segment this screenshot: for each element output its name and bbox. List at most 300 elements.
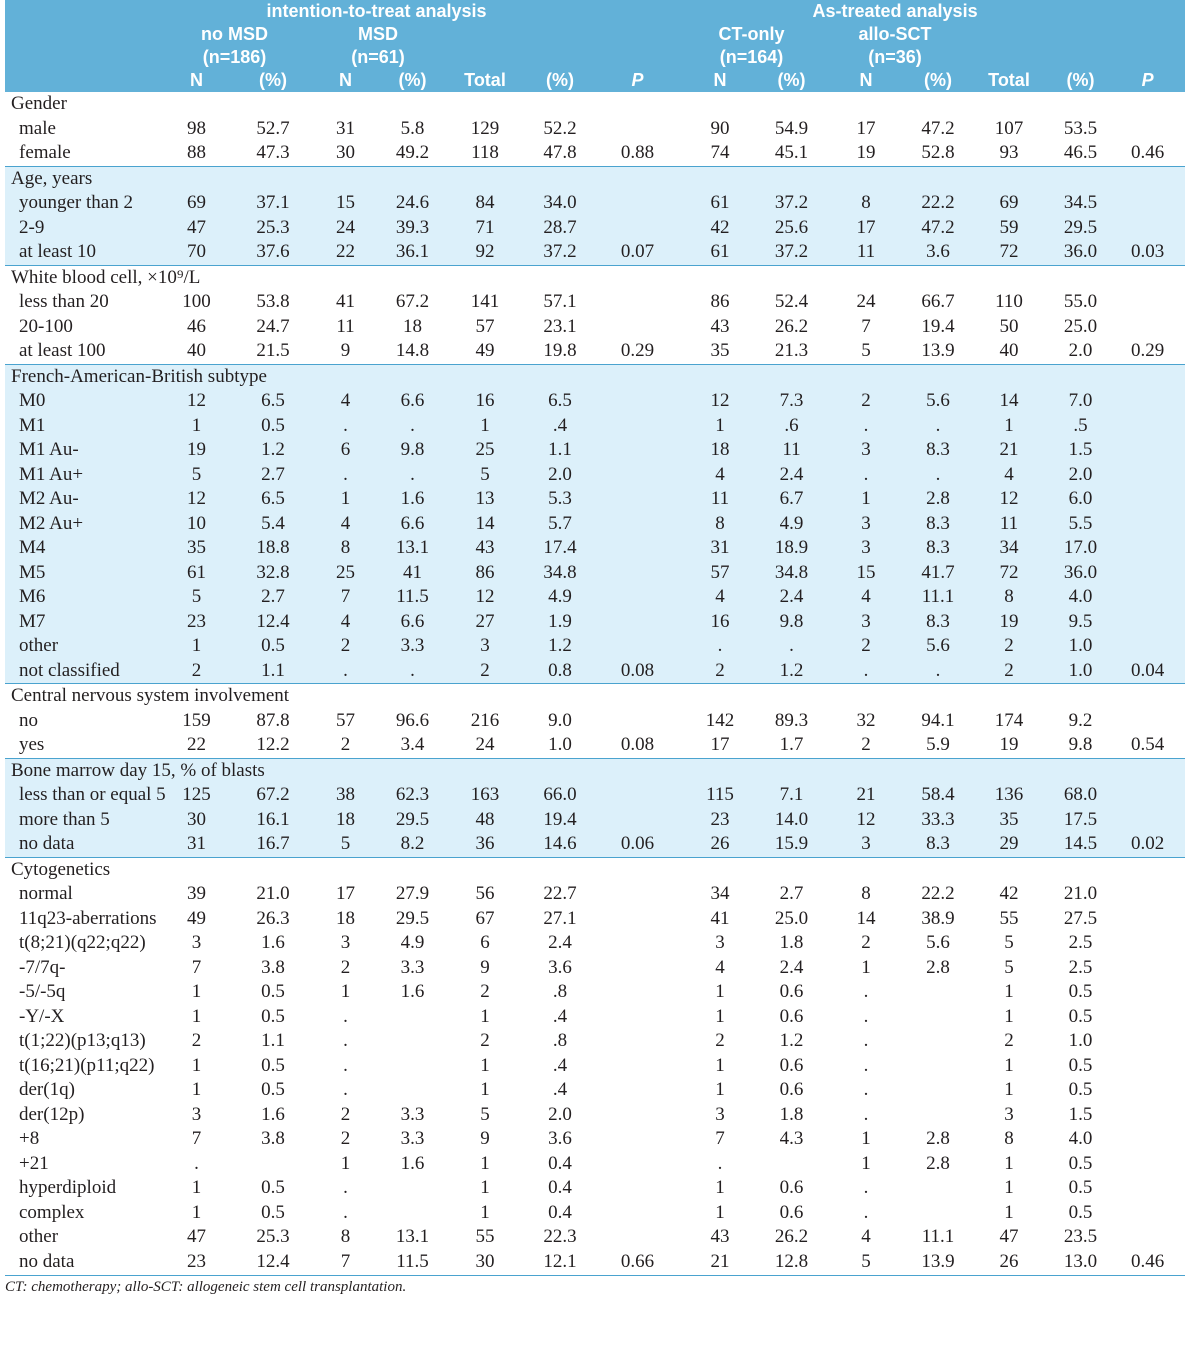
table-cell: 3.6 [548,1128,572,1149]
table-cell: 1.2 [525,634,595,659]
table-cell: 29.5 [380,808,445,833]
table-cell: 37.2 [760,191,823,216]
table-cell: 17.4 [525,536,595,561]
table-cell: 1.0 [548,734,572,755]
table-cell: 1 [311,487,380,512]
table-cell: 27.5 [1063,907,1098,929]
table-cell [595,191,680,216]
row-label: M5 [5,561,158,586]
table-cell: 4 [967,463,1051,488]
table-cell [1110,463,1185,488]
table-cell: 32 [856,709,876,731]
table-cell [595,389,680,414]
table-cell: 23.5 [1063,1226,1098,1247]
table-cell: 0.06 [595,832,680,857]
row-label: more than 5 [5,808,158,833]
table-row [5,389,1185,414]
section-title: Age, years [5,166,1185,191]
table-row [5,512,1185,537]
table-cell: 1 [480,1079,490,1100]
table-cell: .4 [552,1005,568,1027]
table-cell: 1 [480,1177,490,1198]
row-label: not classified [5,659,158,684]
table-cell: 9.8 [1068,734,1093,755]
table-cell: 14.5 [1051,832,1110,857]
table-cell: . [863,1079,869,1100]
table-cell: 72 [967,561,1051,586]
table-cell: 71 [445,216,525,241]
table-cell: 1.8 [779,1103,804,1125]
section-title-row [5,684,1185,709]
table-cell: 93 [999,142,1019,163]
table-cell: 5.9 [926,734,950,755]
table-cell: 41 [336,291,355,312]
table-cell: 7 [191,956,202,978]
table-cell: 8 [823,191,909,216]
table-cell: 27.1 [543,907,577,929]
table-cell: . [311,414,380,439]
table-cell: 13.9 [921,1250,955,1272]
table-cell: 11.5 [380,585,445,610]
table-cell: . [343,1079,348,1100]
row-label: M6 [5,585,158,610]
table-cell: 16.1 [235,808,311,833]
table-cell: 1.7 [779,734,804,755]
table-cell: 0.5 [235,414,311,439]
table-cell: 8.3 [909,832,967,857]
table-cell: 2.0 [525,463,595,488]
table-cell: 7 [340,1250,351,1272]
table-cell: 9.0 [548,709,572,731]
table-cell: 1 [191,981,202,1002]
table-cell: 1 [480,1201,490,1223]
table-cell: 26.2 [774,1226,809,1247]
table-cell: 27 [445,610,525,635]
table-cell: 24.6 [380,191,445,216]
row-label: +8 [19,1128,40,1149]
table-cell: 0.02 [1110,832,1185,857]
column-header: (%) [398,70,427,90]
bottom-rule [5,1275,1185,1276]
table-cell [595,783,680,808]
table-cell: 86 [445,561,525,586]
table-cell: . [863,981,869,1002]
table-cell: 38.9 [921,907,955,929]
table-row [5,733,1185,758]
table-cell: 4 [715,956,725,978]
table-cell: . [909,659,967,684]
table-cell: 4 [311,512,380,537]
row-label: der(1q) [19,1079,75,1100]
table-row [5,882,1185,907]
table-row [5,315,1185,340]
column-header: (%) [546,70,574,90]
table-cell [1110,290,1185,315]
table-row [5,585,1185,610]
table-cell: 3 [823,536,909,561]
table-cell: 0.5 [261,1005,285,1027]
table-cell: 33.3 [909,808,967,833]
table-cell: 22.2 [909,191,967,216]
table-cell: 24 [311,216,380,241]
table-cell: 0.5 [261,1201,285,1223]
table-cell: 53.8 [256,291,290,312]
table-cell: 12 [445,585,525,610]
table-cell [595,561,680,586]
table-cell: 34.0 [525,191,595,216]
table-cell: 29.5 [395,907,430,929]
table-cell: 7.0 [1051,389,1110,414]
table-cell: 1 [1004,1152,1014,1174]
table-cell: 1 [191,1177,202,1198]
table-section [5,265,1185,364]
table-cell: 1 [340,1152,351,1174]
table-cell: 5 [158,463,235,488]
table-cell: 0.5 [261,1054,285,1076]
table-cell: 6.0 [1051,487,1110,512]
table-cell: 1.1 [525,438,595,463]
table-cell: 47.2 [909,216,967,241]
table-cell [595,634,680,659]
table-cell [909,1029,967,1054]
table-cell: 72 [967,240,1051,265]
table-cell [1110,783,1185,808]
table-cell: 59 [967,216,1051,241]
table-cell: 5 [311,832,380,857]
table-cell: 25.3 [256,1226,290,1247]
section-title-row [5,758,1185,783]
table-cell: .6 [760,414,823,439]
table-cell: 4 [311,389,380,414]
table-cell [595,1152,680,1177]
table-cell: 1 [158,634,235,659]
table-cell: 8 [680,512,760,537]
table-cell: 11 [967,512,1051,537]
table-cell [595,956,680,981]
table-cell: 2 [823,389,909,414]
row-label: at least 100 [19,340,106,361]
table-cell: 8.3 [909,610,967,635]
table-cell: . [343,1201,348,1223]
table-cell: 110 [995,291,1023,312]
table-cell: 0.6 [779,1177,804,1198]
table-cell: 9 [480,1128,490,1149]
table-cell: 1.6 [261,932,285,953]
table-cell: 74 [710,142,730,163]
table-cell: 43 [445,536,525,561]
table-cell: 1 [1004,1201,1014,1223]
table-cell: 14.0 [760,808,823,833]
table-row [5,956,1185,981]
table-row [5,463,1185,488]
table-cell: 4 [861,1226,871,1247]
table-cell: 22 [187,734,206,755]
table-cell: 2.8 [926,1152,950,1174]
table-cell: 1.5 [1068,1103,1093,1125]
table-cell: . [909,463,967,488]
table-cell: 18.8 [235,536,311,561]
table-cell: 6.6 [380,389,445,414]
table-cell: 1.2 [235,438,311,463]
table-cell: 39.3 [380,216,445,241]
table-cell: 47.8 [543,142,577,163]
table-cell: . [343,1005,348,1027]
table-cell: 163 [445,783,525,808]
table-cell: 1 [967,414,1051,439]
table-cell: 38 [311,783,380,808]
table-cell: 2 [967,659,1051,684]
row-label: M1 Au+ [5,463,158,488]
table-cell [909,1103,967,1128]
table-cell: 0.07 [595,240,680,265]
table-cell [1110,1127,1185,1152]
table-cell [380,1201,445,1226]
table-cell: 2.0 [1068,340,1093,361]
table-cell: 24 [475,734,495,755]
table-cell: 52.2 [543,117,577,139]
table-cell: 8 [311,536,380,561]
table-cell: 4.9 [525,585,595,610]
table-cell: 8 [340,1226,351,1247]
table-cell [595,1054,680,1079]
table-row [5,561,1185,586]
table-cell [595,907,680,932]
table-cell: 0.03 [1110,240,1185,265]
table-cell [1110,1103,1185,1128]
table-cell: 16 [445,389,525,414]
table-cell: 22.2 [921,883,955,904]
table-cell: 34.5 [1051,191,1110,216]
table-cell: 21 [823,783,909,808]
table-cell [1110,956,1185,981]
table-cell [380,1054,445,1079]
table-cell: 1 [715,1079,725,1100]
table-cell: 12 [967,487,1051,512]
table-cell: 2.4 [760,585,823,610]
table-cell: 55 [999,907,1019,929]
row-label: t(8;21)(q22;q22) [19,932,146,953]
table-cell: 1.2 [760,659,823,684]
table-cell [1110,610,1185,635]
table-cell: . [311,659,380,684]
table-cell: 1.9 [525,610,595,635]
table-cell [1110,389,1185,414]
table-cell: 6.6 [380,512,445,537]
table-cell: 3 [191,1103,202,1125]
table-cell [595,1225,680,1250]
table-cell: 49 [475,340,495,361]
table-cell: 118 [471,142,499,163]
row-label: at least 10 [5,240,158,265]
table-cell [1110,512,1185,537]
table-cell: 19 [158,438,235,463]
table-cell: 0.6 [779,1005,804,1027]
row-label: M2 Au- [5,487,158,512]
table-row [5,1176,1185,1201]
table-cell: 15 [311,191,380,216]
table-cell: 3 [823,832,909,857]
table-cell: 3 [1004,1103,1014,1125]
table-row [5,1127,1185,1152]
column-header-row [5,69,1185,92]
table-row [5,980,1185,1005]
table-cell: 70 [158,240,235,265]
table-cell: 12 [680,389,760,414]
table-cell: 43 [710,1226,730,1247]
table-cell: .4 [552,1079,568,1100]
column-header: (%) [924,70,952,90]
table-cell [595,536,680,561]
table-cell: 9.8 [760,610,823,635]
table-cell: 1 [715,1005,725,1027]
table-row [5,610,1185,635]
table-cell [595,290,680,315]
table-cell: 66.7 [921,291,955,312]
table-cell [595,463,680,488]
table-cell: 1.1 [261,1030,285,1051]
table-cell: 9.5 [1051,610,1110,635]
table-cell: 47.2 [921,117,955,139]
table-cell: 2 [715,1030,725,1051]
itt-title: intention-to-treat analysis [266,1,487,21]
table-cell: 50 [999,315,1019,337]
table-cell: 2.7 [235,463,311,488]
table-cell: 1 [191,1005,202,1027]
table-cell [1110,882,1185,907]
table-section [5,92,1185,166]
table-cell: 4 [680,463,760,488]
table-cell: 3.4 [400,734,425,755]
table-cell: 26 [680,832,760,857]
row-label: no [19,709,38,731]
table-cell: 1 [191,1201,202,1223]
group-header-ct-only: CT-only (n=164) [718,24,785,67]
table-cell: 2.0 [548,1103,572,1125]
table-cell [1110,1152,1185,1177]
table-cell: 1 [445,414,525,439]
table-row [5,1029,1185,1054]
table-cell [595,585,680,610]
table-cell [595,1127,680,1152]
section-title: Cytogenetics [5,857,1185,882]
table-cell: 1.6 [400,1152,425,1174]
table-cell: 1 [715,981,725,1002]
table-cell [760,1152,823,1177]
table-row [5,709,1185,734]
table-row [5,1152,1185,1177]
table-cell: 2.4 [779,956,804,978]
table-cell: 14 [445,512,525,537]
table-row [5,783,1185,808]
table-cell: 0.4 [548,1201,572,1223]
table-cell [1110,1201,1185,1226]
table-cell: 2.5 [1068,956,1093,978]
table-cell: 3 [715,932,725,953]
row-label: no data [19,1250,75,1272]
row-label: -Y/-X [19,1005,65,1027]
table-cell: 7 [191,1128,202,1149]
table-cell: . [863,1201,869,1223]
table-cell: 21 [710,1250,730,1272]
table-cell: 18 [311,808,380,833]
row-label: M1 Au- [5,438,158,463]
table-cell: 0.5 [261,1177,285,1198]
table-cell: 12.2 [256,734,290,755]
table-cell: . [863,1030,869,1051]
table-cell: 1 [1004,1054,1014,1076]
table-cell: 15.9 [760,832,823,857]
table-cell: 23.1 [543,315,577,337]
row-label: younger than 2 [5,191,158,216]
section-title-row [5,265,1185,290]
table-cell [909,1005,967,1030]
table-cell: 5 [1004,932,1014,953]
column-header: N [339,70,352,90]
table-cell: 52.7 [256,117,290,139]
table-cell: 13.9 [921,340,955,361]
table-cell: . [863,1103,869,1125]
table-cell: 67.2 [235,783,311,808]
column-header: N [713,70,727,90]
table-cell: 54.9 [774,117,809,139]
table-header [5,0,1185,92]
table-cell: 94.1 [921,709,955,731]
table-cell: 3.3 [380,634,445,659]
table-cell: 1 [715,1177,725,1198]
column-header: Total [464,70,506,90]
table-cell: 5 [445,463,525,488]
table-cell: 2.4 [760,463,823,488]
table-cell: 29 [967,832,1051,857]
table-cell: 0.6 [779,1054,804,1076]
table-cell: 8 [967,585,1051,610]
table-cell: . [863,1177,869,1198]
table-cell: 6 [480,932,490,953]
table-cell: 3 [823,512,909,537]
table-cell: 46 [187,315,206,337]
table-row [5,1005,1185,1030]
section-title-row [5,364,1185,389]
row-label: M7 [5,610,158,635]
table-cell: 69 [158,191,235,216]
table-cell: 21.0 [256,883,290,904]
table-cell [909,1054,967,1079]
table-cell: 12 [158,487,235,512]
column-header: (%) [777,70,806,90]
table-cell: . [194,1152,199,1174]
table-cell: 52.4 [774,291,809,312]
table-cell: 37.6 [235,240,311,265]
table-cell: 6.5 [235,487,311,512]
table-cell: 61 [680,191,760,216]
table-cell: 96.6 [395,709,430,731]
table-cell: 11 [823,240,909,265]
data-table [5,0,1185,1274]
section-title-row [5,166,1185,191]
table-cell: 30 [158,808,235,833]
table-cell: 57 [680,561,760,586]
table-cell: 69 [967,191,1051,216]
table-section [5,758,1185,857]
table-cell: 5 [1004,956,1014,978]
table-cell: 107 [994,117,1024,139]
table-row [5,808,1185,833]
table-cell [595,487,680,512]
row-label: M4 [5,536,158,561]
table-cell: 2.5 [1068,932,1093,953]
table-row [5,141,1185,166]
table-cell: 4 [823,585,909,610]
